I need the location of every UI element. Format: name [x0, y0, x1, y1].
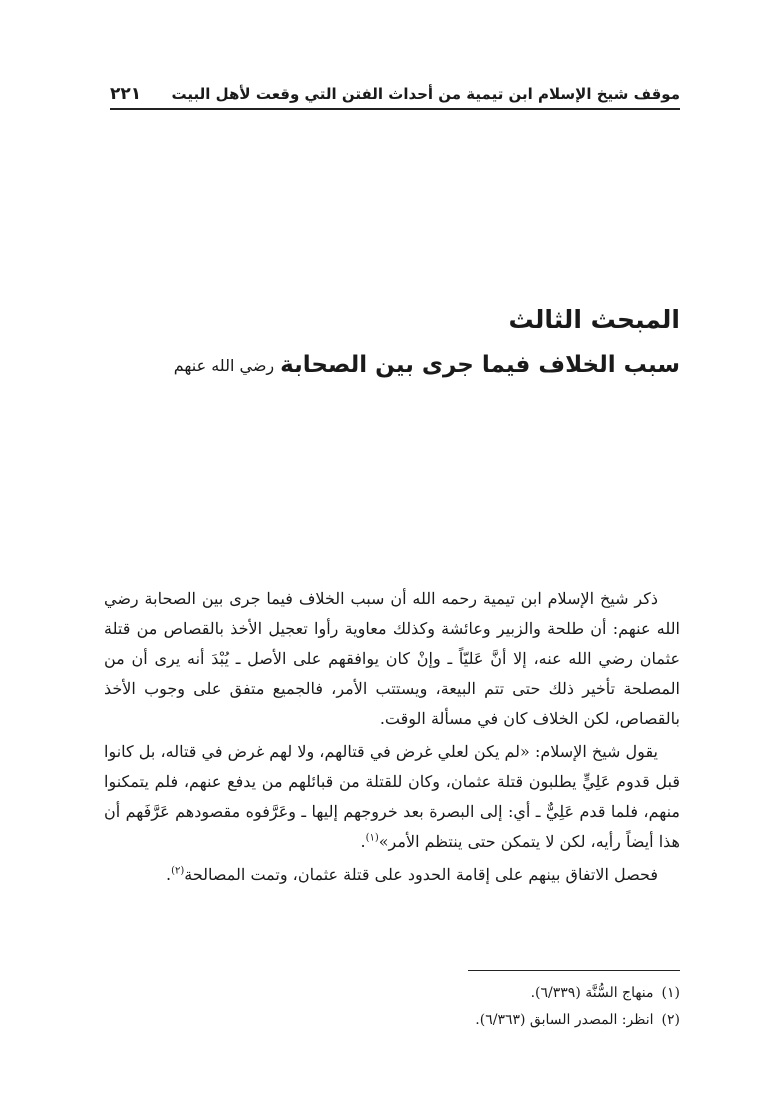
honorific-glyph: رضي الله عنهم — [173, 356, 275, 375]
section-heading: المبحث الثالث — [508, 305, 680, 334]
header-rule — [110, 108, 680, 110]
page-number: ٢٢١ — [110, 84, 142, 104]
paragraph-3 — [104, 860, 680, 890]
paragraph-2-end: . — [360, 832, 366, 851]
chapter-title — [174, 352, 680, 378]
footnote-ref-2: (٢) — [171, 865, 185, 877]
footnote — [104, 1007, 680, 1034]
paragraph-2 — [104, 737, 680, 857]
footnote-text: انظر: المصدر السابق (٦/٣٦٣). — [475, 1012, 654, 1028]
footnote-number: (٢) — [661, 1012, 680, 1028]
footnote — [104, 980, 680, 1007]
paragraph-3-end: . — [165, 865, 172, 884]
footnote-rule — [468, 970, 680, 971]
running-header — [110, 80, 680, 108]
paragraph-1: ذكر شيخ الإسلام ابن تيمية رحمه الله أن سبب الخلاف فيما جرى بين الصحابة رضي الله عنهم: أن طلحة والزبير وعائشة وكذلك معاوية رأوا تعجيل الأخذ بالقصاص من قتلة عثمان رضي الله عنه، إلا أنَّ عَليّاً ـ وإنْ كان يوافقهم على الأصل ـ يُبْدَ أنه يرى أن من المصلحة تأخير ذلك حتى تتم البيعة، ويستتب الأمر، فالجميع متفق على وجوب الأخذ بالقصاص، لكن الخلاف كان في مسألة الوقت. — [104, 589, 680, 728]
body-text — [104, 584, 680, 893]
footnote-text: منهاج السُّنَّة (٦/٣٣٩). — [530, 985, 654, 1001]
header-title: موقف شيخ الإسلام ابن تيمية من أحداث الفتن التي وقعت لأهل البيت — [171, 85, 680, 103]
footnote-ref-1: (١) — [365, 832, 379, 844]
footnote-number: (١) — [661, 985, 680, 1001]
chapter-title-text: سبب الخلاف فيما جرى بين الصحابة — [280, 352, 680, 378]
footnotes — [104, 980, 680, 1034]
paragraph-3-text: فحصل الاتفاق بينهم على إقامة الحدود على قتلة عثمان، وتمت المصالحة — [184, 865, 658, 884]
paragraph-2-text: يقول شيخ الإسلام: «لم يكن لعلي غرض في قتالهم، ولا لهم غرض في قتاله، بل كانوا قبل قدوم عَلِيٍّ يطلبون قتلة عثمان، وكان للقتلة من قبائلهم من يدفع عنهم، فلم يتمكنوا منهم، فلما قدم عَلِيٌّ ـ أي: إلى البصرة بعد خروجهم إليها ـ وعَرَّفوه مقصودهم عَرَّفَهم أن هذا أيضاً رأيه، لكن لا يتمكن حتى ينتظم الأمر» — [104, 742, 680, 851]
